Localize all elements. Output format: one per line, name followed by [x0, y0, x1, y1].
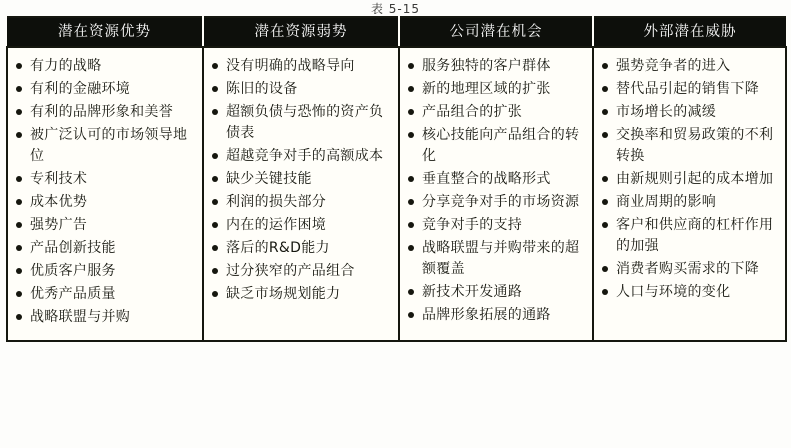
list-item	[208, 56, 394, 77]
list-item	[598, 259, 781, 280]
list-item	[598, 102, 781, 123]
list-item-label: 强势竞争者的进入	[616, 58, 731, 74]
opportunities-list	[404, 56, 588, 326]
list-item	[404, 79, 588, 100]
list-item	[598, 56, 781, 77]
list-item	[598, 282, 781, 303]
list-item	[12, 169, 198, 190]
bullet-icon	[212, 153, 218, 159]
list-item-label: 强势广告	[30, 217, 88, 233]
bullet-icon	[602, 132, 608, 138]
list-item	[208, 238, 394, 259]
bullet-icon	[212, 176, 218, 182]
list-item-label: 有利的品牌形象和美誉	[30, 104, 173, 120]
list-item	[12, 192, 198, 213]
bullet-icon	[408, 63, 414, 69]
bullet-icon	[16, 176, 22, 182]
list-item	[208, 284, 394, 305]
list-item-label: 由新规则引起的成本增加	[616, 171, 774, 187]
list-item	[12, 307, 198, 328]
list-item	[404, 215, 588, 236]
list-item	[404, 169, 588, 190]
bullet-icon	[408, 245, 414, 251]
bullet-icon	[602, 199, 608, 205]
list-item-label: 落后的R&D能力	[226, 240, 330, 256]
bullet-icon	[212, 268, 218, 274]
bullet-icon	[408, 176, 414, 182]
list-item	[404, 102, 588, 123]
bullet-icon	[16, 222, 22, 228]
cell-strengths	[7, 47, 203, 341]
column-header-threats: 外部潜在威胁	[593, 17, 786, 47]
list-item	[12, 79, 198, 100]
bullet-icon	[16, 291, 22, 297]
weaknesses-list	[208, 56, 394, 305]
list-item-label: 超越竞争对手的高额成本	[226, 148, 384, 164]
bullet-icon	[16, 86, 22, 92]
column-header-weaknesses: 潜在资源弱势	[203, 17, 399, 47]
list-item-label: 战略联盟与并购带来的超额覆盖	[422, 240, 580, 277]
list-item-label: 有利的金融环境	[30, 81, 131, 97]
bullet-icon	[212, 245, 218, 251]
bullet-icon	[602, 86, 608, 92]
bullet-icon	[16, 268, 22, 274]
list-item-label: 客户和供应商的杠杆作用的加强	[616, 217, 774, 254]
list-item	[598, 125, 781, 167]
list-item	[12, 261, 198, 282]
list-item-label: 产品组合的扩张	[422, 104, 523, 120]
list-item	[404, 56, 588, 77]
column-header-opportunities: 公司潜在机会	[399, 17, 593, 47]
bullet-icon	[212, 199, 218, 205]
list-item-label: 商业周期的影响	[616, 194, 717, 210]
cell-opportunities	[399, 47, 593, 341]
list-item-label: 专利技术	[30, 171, 88, 187]
list-item-label: 分享竞争对手的市场资源	[422, 194, 580, 210]
bullet-icon	[602, 176, 608, 182]
bullet-icon	[408, 109, 414, 115]
cell-weaknesses	[203, 47, 399, 341]
bullet-icon	[602, 109, 608, 115]
list-item	[208, 102, 394, 144]
column-header-strengths: 潜在资源优势	[7, 17, 203, 47]
swot-table	[6, 16, 787, 342]
list-item-label: 缺少关键技能	[226, 171, 312, 187]
list-item	[208, 261, 394, 282]
list-item	[598, 215, 781, 257]
list-item-label: 被广泛认可的市场领导地位	[30, 127, 188, 164]
list-item	[208, 192, 394, 213]
list-item-label: 缺乏市场规划能力	[226, 286, 341, 302]
bullet-icon	[408, 132, 414, 138]
list-item-label: 内在的运作困境	[226, 217, 327, 233]
bullet-icon	[602, 63, 608, 69]
bullet-icon	[16, 63, 22, 69]
list-item	[598, 79, 781, 100]
bullet-icon	[408, 86, 414, 92]
list-item	[404, 282, 588, 303]
list-item	[598, 169, 781, 190]
bullet-icon	[16, 132, 22, 138]
bullet-icon	[408, 222, 414, 228]
bullet-icon	[408, 312, 414, 318]
bullet-icon	[16, 245, 22, 251]
list-item	[598, 192, 781, 213]
strengths-list	[12, 56, 198, 328]
bullet-icon	[212, 63, 218, 69]
list-item-label: 过分狭窄的产品组合	[226, 263, 355, 279]
list-item	[12, 284, 198, 305]
list-item	[404, 125, 588, 167]
list-item-label: 优质客户服务	[30, 263, 116, 279]
list-item	[208, 169, 394, 190]
bullet-icon	[408, 199, 414, 205]
list-item-label: 超额负债与恐怖的资产负债表	[226, 104, 384, 141]
list-item-label: 新技术开发通路	[422, 284, 523, 300]
list-item-label: 替代品引起的销售下降	[616, 81, 759, 97]
list-item-label: 垂直整合的战略形式	[422, 171, 551, 187]
list-item-label: 服务独特的客户群体	[422, 58, 551, 74]
list-item	[404, 305, 588, 326]
table-header-row	[7, 17, 786, 47]
bullet-icon	[602, 289, 608, 295]
list-item	[12, 56, 198, 77]
list-item-label: 战略联盟与并购	[30, 309, 131, 325]
list-item-label: 核心技能向产品组合的转化	[422, 127, 580, 164]
list-item-label: 成本优势	[30, 194, 88, 210]
list-item-label: 市场增长的减缓	[616, 104, 717, 120]
list-item-label: 新的地理区域的扩张	[422, 81, 551, 97]
list-item	[404, 238, 588, 280]
list-item-label: 人口与环境的变化	[616, 284, 731, 300]
list-item	[12, 125, 198, 167]
list-item-label: 竞争对手的支持	[422, 217, 523, 233]
list-item-label: 消费者购买需求的下降	[616, 261, 759, 277]
table-caption: 表 5-15	[370, 2, 421, 14]
list-item	[208, 146, 394, 167]
list-item	[12, 238, 198, 259]
cell-threats	[593, 47, 786, 341]
bullet-icon	[602, 222, 608, 228]
list-item-label: 有力的战略	[30, 58, 102, 74]
list-item-label: 产品创新技能	[30, 240, 116, 256]
list-item	[208, 215, 394, 236]
bullet-icon	[408, 289, 414, 295]
threats-list	[598, 56, 781, 303]
list-item-label: 交换率和贸易政策的不利转换	[616, 127, 774, 164]
list-item	[208, 79, 394, 100]
list-item	[12, 102, 198, 123]
list-item-label: 利润的损失部分	[226, 194, 327, 210]
bullet-icon	[16, 314, 22, 320]
list-item	[12, 215, 198, 236]
table-row	[7, 47, 786, 341]
list-item-label: 陈旧的设备	[226, 81, 298, 97]
bullet-icon	[602, 266, 608, 272]
bullet-icon	[212, 86, 218, 92]
bullet-icon	[212, 222, 218, 228]
list-item-label: 品牌形象拓展的通路	[422, 307, 551, 323]
list-item-label: 优秀产品质量	[30, 286, 116, 302]
bullet-icon	[16, 109, 22, 115]
bullet-icon	[212, 109, 218, 115]
bullet-icon	[16, 199, 22, 205]
bullet-icon	[212, 291, 218, 297]
list-item	[404, 192, 588, 213]
list-item-label: 没有明确的战略导向	[226, 58, 355, 74]
